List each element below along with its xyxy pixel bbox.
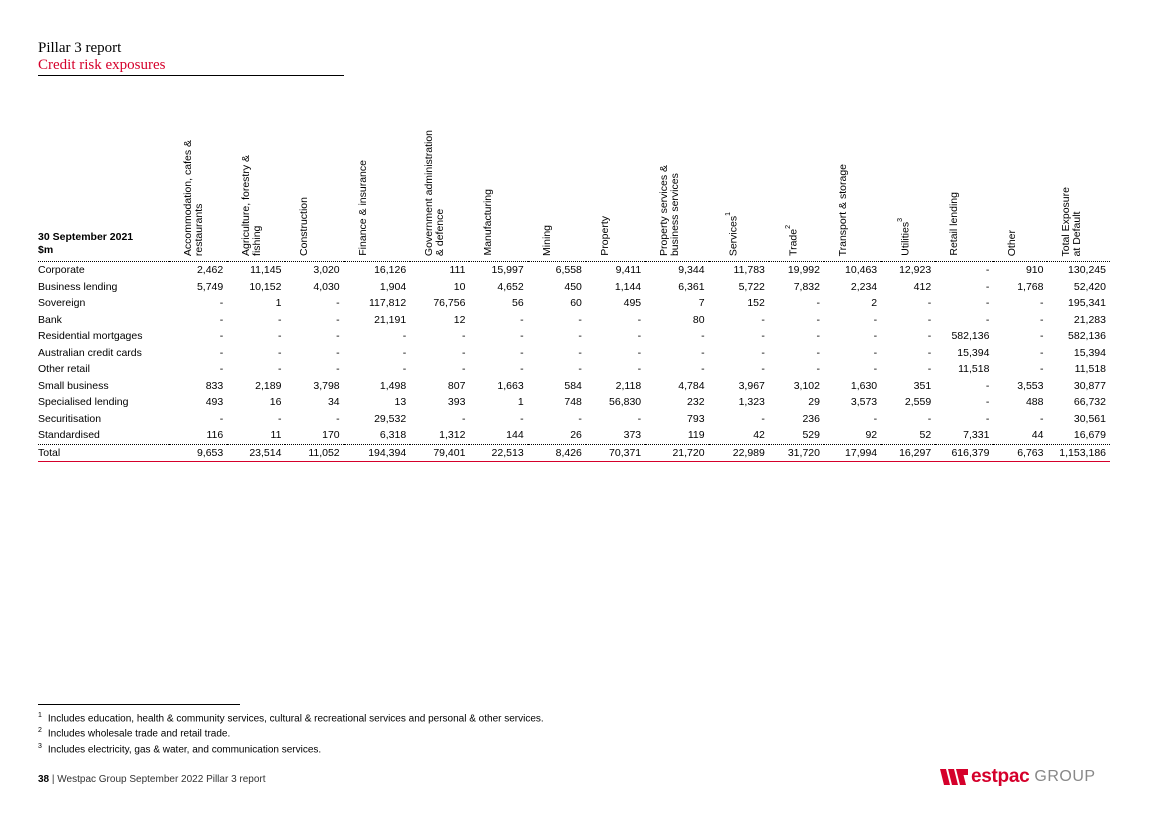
table-cell: 910: [1025, 264, 1044, 277]
table-cell: 34: [327, 396, 340, 409]
table-cell: 92: [865, 429, 878, 442]
table-cell: 52,420: [1073, 280, 1106, 293]
table-cell: 10: [453, 280, 466, 293]
table-cell: -: [520, 330, 524, 343]
table-cell: 13: [394, 396, 407, 409]
table-cell: 31,720: [787, 446, 820, 459]
row-label: Australian credit cards: [38, 346, 142, 359]
table-cell: 7,832: [793, 280, 820, 293]
table-row: [38, 378, 1110, 395]
table-cell: 793: [687, 412, 705, 425]
column-header: [1047, 117, 1110, 262]
table-cell: 5,749: [196, 280, 224, 293]
column-header-label: Manufacturing: [482, 189, 495, 256]
table-cell: 116: [206, 429, 224, 442]
footnote-text: Includes electricity, gas & water, and communication services.: [47, 743, 322, 755]
column-header: [410, 117, 469, 262]
table-cell: 21,720: [672, 446, 705, 459]
table-cell: -: [816, 363, 820, 376]
table-cell: 1,498: [379, 379, 407, 392]
table-cell: 9,653: [196, 446, 224, 459]
column-header: [344, 117, 411, 262]
table-cell: 44: [1031, 429, 1044, 442]
table-cell: -: [761, 346, 765, 359]
column-header: [227, 117, 285, 262]
table-cell: 16: [269, 396, 282, 409]
footnote-number: 3: [38, 742, 42, 750]
row-label: Total: [38, 446, 61, 459]
table-cell: 3,102: [793, 379, 820, 392]
report-subtitle: Credit risk exposures: [38, 57, 166, 73]
table-row: [38, 345, 1110, 362]
footnote-text: Includes education, health & community services, cultural & recreational services and personal & other services.: [47, 713, 544, 725]
table-cell: -: [520, 412, 524, 425]
table-cell: -: [520, 313, 524, 326]
table-cell: -: [927, 346, 932, 359]
table-cell: 29,532: [374, 412, 407, 425]
table-cell: 60: [570, 297, 582, 310]
table-cell: -: [985, 280, 990, 293]
table-cell: -: [336, 346, 340, 359]
footnote-number: 1: [38, 712, 42, 719]
column-header-label: Retail lending: [948, 192, 961, 256]
table-cell: -: [1039, 363, 1044, 376]
report-title: Pillar 3 report: [38, 40, 122, 56]
table-cell: 11,052: [308, 446, 340, 459]
table-cell: 21,283: [1073, 313, 1106, 326]
table-cell: 1,153,186: [1059, 446, 1106, 459]
table-cell: -: [816, 346, 820, 359]
table-cell: 76,756: [433, 297, 466, 310]
table-cell: 2,118: [615, 379, 642, 392]
column-header-label: Finance & insurance: [356, 160, 369, 256]
table-cell: 26: [570, 429, 582, 442]
table-cell: -: [336, 330, 340, 343]
row-label: Business lending: [38, 280, 118, 293]
row-label: Specialised lending: [38, 396, 129, 409]
table-row: [38, 279, 1110, 296]
column-header-label: Property: [598, 216, 611, 256]
table-cell: 2,559: [904, 396, 932, 409]
table-cell: -: [985, 297, 990, 310]
table-cell: 10,152: [249, 280, 282, 293]
table-cell: -: [985, 313, 990, 326]
table-cell: -: [219, 346, 224, 359]
row-label: Corporate: [38, 264, 85, 277]
table-date-header: [38, 117, 169, 262]
total-row: [38, 444, 1110, 462]
westpac-w-icon: [940, 768, 970, 786]
table-cell: -: [219, 412, 224, 425]
table-row: [38, 361, 1110, 378]
table-cell: 6,361: [678, 280, 705, 293]
column-header: [285, 117, 343, 262]
table-cell: 236: [802, 412, 820, 425]
table-cell: -: [701, 363, 705, 376]
table-cell: 529: [802, 429, 820, 442]
table-cell: 6,763: [1017, 446, 1044, 459]
row-label: Securitisation: [38, 412, 102, 425]
table-cell: -: [336, 313, 340, 326]
table-cell: -: [985, 379, 990, 392]
table-cell: 6,318: [379, 429, 407, 442]
table-cell: 1,663: [497, 379, 524, 392]
table-row: [38, 295, 1110, 312]
footnotes: [38, 710, 544, 756]
table-cell: -: [873, 412, 878, 425]
table-cell: 16,126: [374, 264, 407, 277]
column-header-label: Mining: [540, 225, 553, 256]
table-row: [38, 312, 1110, 329]
column-header: [769, 117, 824, 262]
table-cell: 1,768: [1017, 280, 1044, 293]
table-cell: 117,812: [369, 297, 407, 310]
table-cell: 2,462: [196, 264, 224, 277]
table-cell: 30,561: [1073, 412, 1106, 425]
table-cell: 3,573: [850, 396, 878, 409]
column-header-label: Other: [1006, 229, 1019, 256]
table-cell: -: [637, 330, 642, 343]
table-cell: 12,923: [899, 264, 932, 277]
table-cell: 393: [447, 396, 466, 409]
table-cell: 7,331: [963, 429, 990, 442]
table-cell: 15,394: [1073, 346, 1106, 359]
logo-group-text: GROUP: [1034, 768, 1096, 785]
table-cell: 493: [205, 396, 224, 409]
footnote-ref: 1: [724, 211, 732, 216]
table-cell: -: [761, 363, 765, 376]
table-cell: -: [873, 330, 878, 343]
date-label: 30 September 2021: [38, 231, 134, 243]
row-label: Small business: [38, 379, 109, 392]
table-cell: -: [578, 412, 582, 425]
table-cell: -: [277, 330, 282, 343]
table-cell: 1,144: [614, 280, 642, 293]
table-cell: 1: [275, 297, 282, 310]
unit-label: $m: [38, 244, 54, 256]
column-header-label: Transport & storage: [836, 163, 849, 256]
column-header-label: Services$^1$: [724, 211, 740, 256]
table-cell: 9,411: [615, 264, 642, 277]
column-header: [469, 117, 527, 262]
table-cell: -: [402, 363, 407, 376]
table-cell: -: [1039, 346, 1044, 359]
table-cell: 2,234: [850, 280, 878, 293]
table-header-row: [38, 117, 1110, 262]
footnote-ref: 3: [897, 218, 905, 223]
row-label: Standardised: [38, 429, 100, 442]
table-cell: 6,558: [555, 264, 582, 277]
table-cell: 4,784: [678, 379, 705, 392]
table-cell: 488: [1025, 396, 1044, 409]
table-cell: -: [578, 346, 582, 359]
table-row: [38, 394, 1110, 411]
table-cell: -: [461, 412, 466, 425]
table-cell: 2,189: [255, 379, 282, 392]
table-cell: 52: [919, 429, 932, 442]
table-cell: 42: [753, 429, 765, 442]
table-cell: 144: [506, 429, 524, 442]
table-cell: -: [927, 363, 932, 376]
table-cell: -: [927, 412, 932, 425]
table-cell: 70,371: [609, 446, 642, 459]
table-cell: -: [985, 396, 990, 409]
table-cell: 29: [808, 396, 820, 409]
table-cell: 11: [270, 429, 282, 442]
table-cell: -: [461, 346, 466, 359]
table-cell: 748: [564, 396, 582, 409]
table-cell: -: [402, 346, 407, 359]
table-cell: -: [219, 297, 224, 310]
table-cell: 1,904: [379, 280, 407, 293]
table-cell: 66,732: [1073, 396, 1106, 409]
table-cell: 1,323: [738, 396, 765, 409]
table-cell: -: [402, 330, 407, 343]
table-cell: 1,630: [850, 379, 878, 392]
table-cell: -: [927, 330, 932, 343]
footnote: [38, 710, 544, 725]
logo-brand-text: estpac: [971, 766, 1030, 787]
table-cell: 807: [447, 379, 466, 392]
table-cell: 4,652: [497, 280, 524, 293]
row-label: Bank: [38, 313, 62, 326]
table-cell: 5,722: [738, 280, 765, 293]
table-cell: -: [761, 412, 765, 425]
footnote-ref: 2: [784, 225, 792, 229]
table-cell: -: [578, 363, 582, 376]
table-cell: -: [637, 412, 642, 425]
table-cell: -: [985, 264, 990, 277]
column-header: [645, 117, 708, 262]
row-label: Other retail: [38, 363, 90, 376]
table-cell: -: [336, 363, 340, 376]
table-cell: 12: [453, 313, 466, 326]
credit-risk-table: [38, 117, 1110, 462]
column-header-label: Construction: [298, 197, 311, 256]
row-label: Sovereign: [38, 297, 86, 310]
table-cell: -: [701, 346, 705, 359]
table-cell: -: [637, 346, 642, 359]
column-header: [824, 117, 881, 262]
table-row: [38, 262, 1110, 279]
table-cell: -: [927, 297, 932, 310]
table-cell: 11,145: [250, 264, 282, 277]
table-cell: -: [1039, 330, 1044, 343]
table-cell: -: [873, 363, 878, 376]
column-header-label: Total Exposure at Default: [1060, 186, 1084, 256]
table-cell: 56,830: [609, 396, 642, 409]
table-cell: 194,394: [368, 446, 407, 459]
table-cell: -: [277, 313, 282, 326]
table-cell: 15,394: [957, 346, 990, 359]
page-footer: [38, 774, 266, 785]
footnote: [38, 741, 544, 756]
table-cell: -: [816, 297, 820, 310]
table-cell: 21,191: [374, 313, 407, 326]
table-cell: -: [1039, 313, 1044, 326]
table-cell: 373: [623, 429, 642, 442]
table-cell: -: [761, 313, 765, 326]
table-cell: 11,783: [733, 264, 765, 277]
table-cell: -: [578, 313, 582, 326]
westpac-logo: [940, 766, 1096, 788]
table-cell: -: [816, 330, 820, 343]
table-cell: -: [277, 363, 282, 376]
table-cell: 56: [511, 297, 524, 310]
table-cell: 2: [871, 297, 878, 310]
table-cell: 11,518: [1074, 363, 1106, 376]
report-header: [38, 40, 344, 76]
table-cell: 4,030: [313, 280, 340, 293]
table-cell: 9,344: [678, 264, 705, 277]
table-cell: -: [637, 313, 642, 326]
column-header: [169, 117, 227, 262]
table-cell: 833: [205, 379, 224, 392]
table-cell: -: [985, 412, 990, 425]
column-header-label: Agriculture, forestry & fishing: [240, 155, 264, 256]
table-cell: -: [461, 363, 466, 376]
table-cell: 3,553: [1017, 379, 1044, 392]
table-cell: 16,297: [899, 446, 932, 459]
table-cell: -: [461, 330, 466, 343]
table-cell: 8,426: [555, 446, 582, 459]
table-cell: 17,994: [845, 446, 878, 459]
table-cell: 152: [747, 297, 765, 310]
table-cell: 19,992: [787, 264, 820, 277]
table-cell: -: [520, 363, 524, 376]
table-row: [38, 427, 1110, 444]
page-number: 38: [38, 774, 50, 785]
table-cell: 412: [913, 280, 932, 293]
table-cell: 195,341: [1068, 297, 1106, 310]
table-cell: -: [701, 330, 705, 343]
table-cell: 16,679: [1073, 429, 1106, 442]
table-cell: 3,798: [313, 379, 340, 392]
column-header: [586, 117, 645, 262]
table-cell: 111: [449, 264, 466, 277]
table-cell: 30,877: [1073, 379, 1106, 392]
column-header: [528, 117, 586, 262]
table-cell: 22,513: [491, 446, 524, 459]
table-cell: 616,379: [951, 446, 990, 459]
table-cell: -: [336, 297, 340, 310]
table-cell: 15,997: [491, 264, 524, 277]
table-cell: -: [637, 363, 642, 376]
table-cell: 79,401: [433, 446, 466, 459]
table-cell: -: [761, 330, 765, 343]
table-cell: -: [873, 313, 878, 326]
table-cell: 1: [517, 396, 524, 409]
table-cell: 130,245: [1068, 264, 1106, 277]
column-header: [709, 117, 769, 262]
footnote-text: Includes wholesale trade and retail trade.: [47, 728, 231, 740]
column-header-label: Property services & business services: [658, 164, 682, 256]
table-cell: -: [1039, 297, 1044, 310]
footnote-divider: [38, 704, 240, 705]
table-cell: -: [520, 346, 524, 359]
footnote-number: 2: [38, 727, 42, 735]
table-cell: 582,136: [1068, 330, 1106, 343]
table-cell: -: [219, 313, 224, 326]
table-cell: -: [219, 330, 224, 343]
table-cell: -: [277, 346, 282, 359]
table-cell: 7: [698, 297, 705, 310]
table-cell: -: [816, 313, 820, 326]
table-cell: 584: [564, 379, 582, 392]
table-cell: -: [277, 412, 282, 425]
table-cell: 1,312: [439, 429, 466, 442]
table-cell: 22,989: [732, 446, 765, 459]
column-header-label: Trade$^2$: [784, 225, 800, 256]
table-row: [38, 328, 1110, 345]
table-cell: 23,514: [249, 446, 282, 459]
column-header-label: Government administration & defence: [423, 129, 447, 256]
footnote: [38, 725, 544, 740]
row-label: Residential mortgages: [38, 330, 143, 343]
table-cell: 495: [623, 297, 642, 310]
table-cell: 450: [564, 280, 582, 293]
table-cell: 232: [687, 396, 705, 409]
table-cell: -: [927, 313, 932, 326]
table-cell: 351: [913, 379, 932, 392]
table-cell: 11,518: [958, 363, 990, 376]
table-cell: 10,463: [845, 264, 878, 277]
table-cell: 170: [322, 429, 340, 442]
column-header: [881, 117, 935, 262]
table-cell: -: [219, 363, 224, 376]
column-header: [993, 117, 1047, 262]
column-header-label: Accommodation, cafes & restaurants: [182, 139, 205, 256]
table-row: [38, 411, 1110, 428]
table-cell: 3,967: [738, 379, 765, 392]
table-cell: -: [336, 412, 340, 425]
table-cell: -: [1039, 412, 1044, 425]
table-cell: 582,136: [951, 330, 990, 343]
column-header-label: Utilities$^3$: [897, 218, 912, 256]
table-cell: 3,020: [313, 264, 340, 277]
column-header: [935, 117, 993, 262]
table-cell: 80: [692, 313, 705, 326]
footer-text: | Westpac Group September 2022 Pillar 3 report: [51, 774, 266, 785]
table-cell: -: [578, 330, 582, 343]
table-cell: 119: [687, 429, 705, 442]
table-cell: -: [873, 346, 878, 359]
